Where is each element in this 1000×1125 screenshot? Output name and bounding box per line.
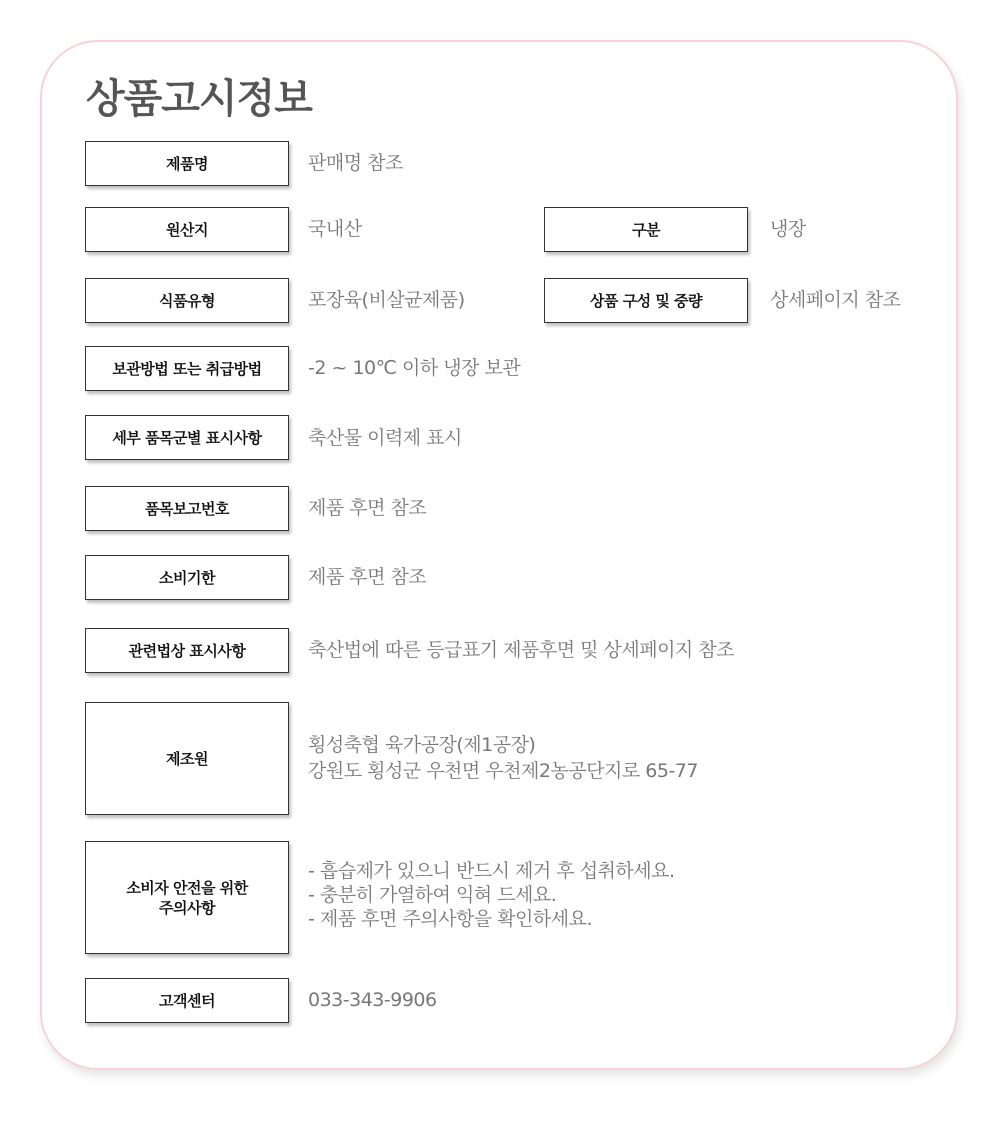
safety-label-line: 소비자 안전을 위한 (126, 878, 248, 897)
value-safety (308, 859, 675, 931)
value-storage: -2 ~ 10℃ 이하 냉장 보관 (308, 357, 521, 379)
value-legal-notice: 축산법에 따른 등급표기 제품후면 및 상세페이지 참조 (308, 639, 735, 661)
label-manufacturer: 제조원 (85, 702, 289, 815)
value-composition: 상세페이지 참조 (770, 289, 901, 311)
value-food-type: 포장육(비살균제품) (308, 289, 465, 311)
label-customer-center: 고객센터 (85, 978, 289, 1023)
label-report-number: 품목보고번호 (85, 486, 289, 531)
value-origin: 국내산 (308, 218, 362, 240)
manufacturer-line: 강원도 횡성군 우천면 우천제2농공단지로 65-77 (308, 760, 698, 782)
value-category: 냉장 (770, 218, 806, 240)
safety-line: - 충분히 가열하여 익혀 드세요. (308, 884, 557, 906)
label-origin: 원산지 (85, 207, 289, 252)
value-product-name: 판매명 참조 (308, 152, 403, 174)
label-legal-notice: 관련법상 표시사항 (85, 628, 289, 673)
value-item-details: 축산물 이력제 표시 (308, 427, 462, 449)
value-report-number: 제품 후면 참조 (308, 497, 427, 519)
safety-label-line: 주의사항 (159, 898, 215, 917)
value-manufacturer (308, 732, 698, 784)
label-food-type: 식품유형 (85, 278, 289, 323)
label-expiry: 소비기한 (85, 555, 289, 600)
label-safety (85, 841, 289, 954)
page-title: 상품고시정보 (86, 76, 312, 122)
label-composition: 상품 구성 및 중량 (544, 278, 748, 323)
safety-line: - 제품 후면 주의사항을 확인하세요. (308, 908, 593, 930)
value-customer-center: 033-343-9906 (308, 989, 437, 1011)
value-expiry: 제품 후면 참조 (308, 566, 427, 588)
label-storage: 보관방법 또는 취급방법 (85, 346, 289, 391)
label-category: 구분 (544, 207, 748, 252)
label-item-details: 세부 품목군별 표시사항 (85, 415, 289, 460)
manufacturer-line: 횡성축협 육가공장(제1공장) (308, 734, 536, 756)
label-product-name: 제품명 (85, 141, 289, 186)
safety-line: - 흡습제가 있으니 반드시 제거 후 섭취하세요. (308, 860, 675, 882)
